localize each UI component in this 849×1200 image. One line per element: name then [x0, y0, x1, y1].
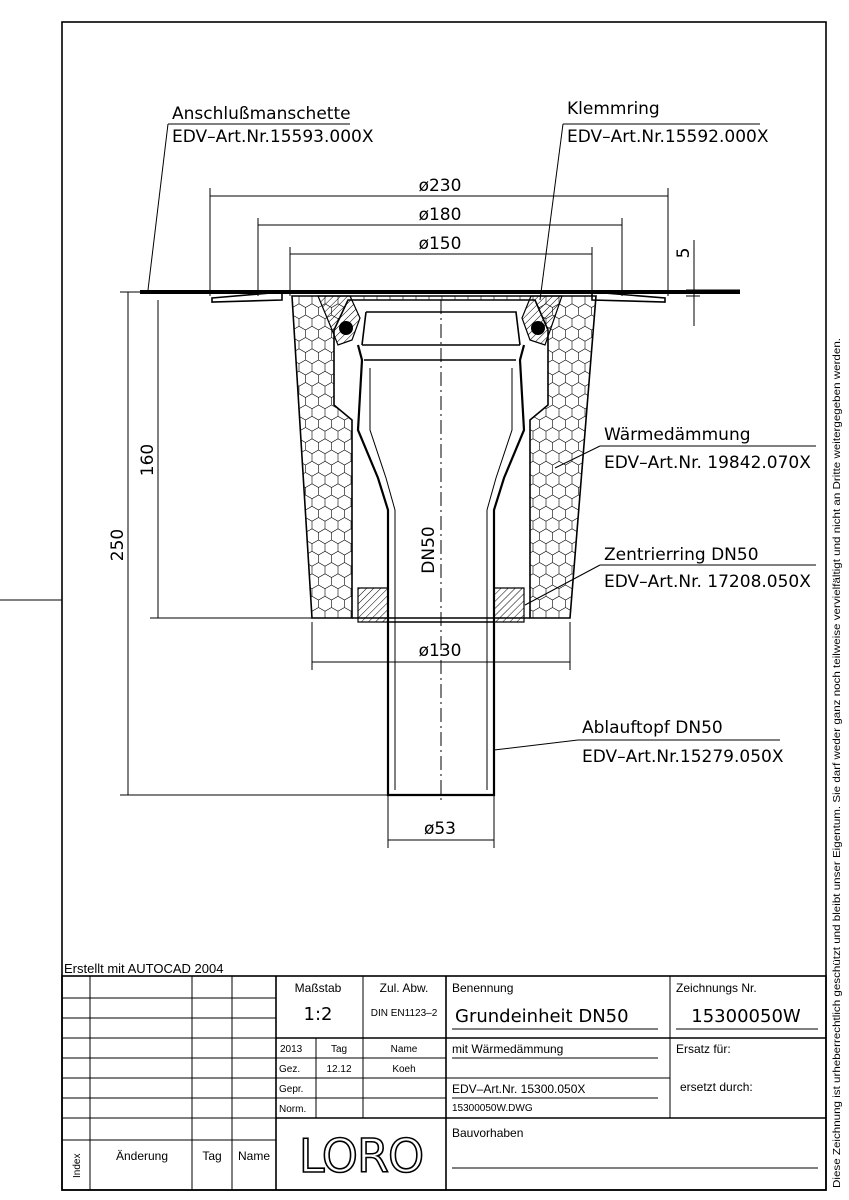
- year: 2013: [280, 1044, 303, 1055]
- zeichnungs-nr-value: 15300050W: [691, 1006, 801, 1027]
- name-label: Name: [390, 1044, 418, 1055]
- norm-label: Norm.: [279, 1104, 307, 1115]
- bauvorhaben-label: Bauvorhaben: [452, 1126, 524, 1140]
- label-ablauftopf: Ablauftopf DN50: [582, 718, 723, 738]
- gepr-label: Gepr.: [279, 1084, 304, 1095]
- dim-dn50: DN50: [419, 526, 439, 574]
- dim-h5: 5: [674, 247, 694, 259]
- dim-d130: ø130: [418, 641, 462, 661]
- centering-ring-left: [358, 588, 388, 622]
- zul-abw-value: DIN EN1123–2: [370, 1008, 438, 1019]
- benennung-value: Grundeinheit DN50: [455, 1006, 629, 1027]
- label-anschlussmanschette: Anschlußmanschette: [172, 104, 351, 124]
- dim-d180: ø180: [418, 205, 462, 225]
- article-number: EDV–Art.Nr. 15300.050X: [452, 1082, 586, 1096]
- label-zentrierring: Zentrierring DN50: [604, 545, 759, 565]
- gez-tag: 12.12: [326, 1064, 352, 1075]
- membrane-flange: [140, 290, 740, 294]
- loro-logo: LORO: [298, 1129, 424, 1183]
- massstab-value: 1:2: [303, 1004, 333, 1025]
- created-with: Erstellt mit AUTOCAD 2004: [64, 961, 224, 976]
- dim-h160: 160: [138, 443, 158, 477]
- label-waermedaemmung-art: EDV–Art.Nr. 19842.070X: [604, 453, 811, 473]
- dim-d150: ø150: [418, 234, 462, 254]
- title-block: [62, 961, 826, 1190]
- name-col-label: Name: [237, 1149, 271, 1163]
- label-zentrierring-art: EDV–Art.Nr. 17208.050X: [604, 572, 811, 592]
- label-klemmring: Klemmring: [567, 99, 660, 119]
- label-ablauftopf-art: EDV–Art.Nr.15279.050X: [582, 747, 784, 767]
- dwg-file: 15300050W.DWG: [452, 1103, 533, 1114]
- dim-d53: ø53: [423, 819, 457, 839]
- ersatz-fuer: Ersatz für:: [676, 1042, 731, 1056]
- label-klemmring-art: EDV–Art.Nr.15592.000X: [567, 127, 769, 147]
- tag-label: Tag: [330, 1044, 348, 1055]
- gez-name: Koeh: [392, 1064, 416, 1075]
- tag-col-label: Tag: [202, 1149, 222, 1163]
- dim-h250: 250: [108, 528, 128, 562]
- zul-abw-label: Zul. Abw.: [379, 981, 429, 995]
- copyright-note: Diese Zeichnung ist urheberrechtlich geschützt und bleibt unser Eigentum. Sie darf weder ganz noch teilweise vervielfältigt und nicht an Dritte weitergegeben werden.: [831, 418, 843, 1188]
- index-label: Index: [72, 1153, 83, 1178]
- benennung-label: Benennung: [452, 981, 514, 995]
- ersetzt-durch: ersetzt durch:: [680, 1080, 753, 1094]
- massstab-label: Maßstab: [294, 981, 342, 995]
- dim-d230: ø230: [418, 176, 462, 196]
- gez-label: Gez.: [279, 1064, 301, 1075]
- zeichnungs-nr-label: Zeichnungs Nr.: [676, 981, 757, 995]
- aenderung-label: Änderung: [115, 1149, 169, 1163]
- label-waermedaemmung: Wärmedämmung: [604, 425, 751, 445]
- label-anschlussmanschette-art: EDV–Art.Nr.15593.000X: [172, 127, 374, 147]
- centering-ring-right: [494, 588, 524, 622]
- subtitle: mit Wärmedämmung: [452, 1042, 564, 1056]
- part-callouts: [148, 99, 816, 767]
